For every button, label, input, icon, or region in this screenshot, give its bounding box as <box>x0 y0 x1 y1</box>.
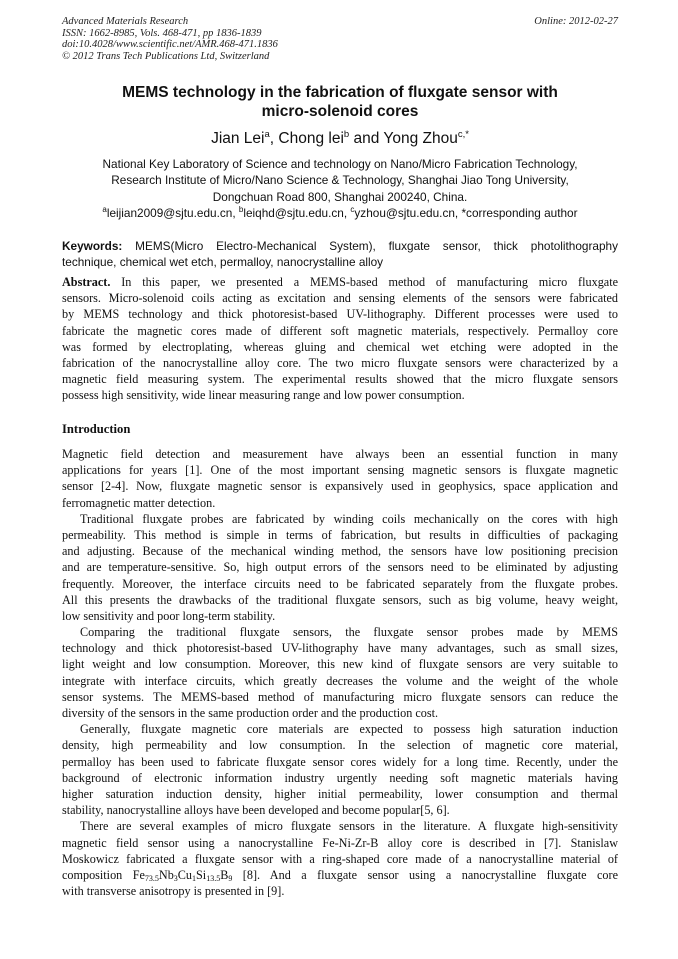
email-mark: a <box>102 205 107 214</box>
email-mark: b <box>238 205 244 214</box>
formula-element: Nb <box>158 867 174 882</box>
formula-suffix: [8]. And a fluxgate sensor using a nanocrystalline fluxgate core <box>232 867 618 882</box>
abstract-line: was formed by electroplating, whereas gluing and chemical wet etching were adopted in the <box>62 339 618 354</box>
paragraph-line: sensor systems. The MEMS-based method of manufacturing micro fluxgate sensors can reduce the <box>62 689 618 704</box>
formula-subscript: 9 <box>228 873 233 883</box>
paragraph-line: All this presents the drawbacks of the traditional fluxgate sensors, such as big volume, heavy weight, <box>62 592 618 607</box>
paragraph-line: density, high permeability and low consumption. In the selection of magnetic core material, <box>62 738 618 753</box>
journal-name: Advanced Materials Research <box>62 16 189 27</box>
formula-element: B <box>220 867 229 882</box>
abstract-line: fabrication of the nanocrystalline alloy core. The two micro fluxgate sensors were characterized by a <box>62 355 618 370</box>
paragraph-line: light weight and low consumption. Moreover, this new kind of fluxgate sensors are very suitable to <box>62 657 618 672</box>
author-2: Chong lei <box>278 130 344 147</box>
affiliation <box>62 156 618 205</box>
abstract-first-line: In this paper, we presented a MEMS-based method of manufacturing micro fluxgate <box>110 275 618 289</box>
paragraph-line: sensor [2-4]. Now, fluxgate magnetic sensor is expansively used in geophysics, space application and <box>62 479 618 494</box>
paragraph-line: ferromagnetic matter detection. <box>62 495 216 510</box>
copyright-line: © 2012 Trans Tech Publications Ltd, Switzerland <box>62 50 270 62</box>
email-a: leijian2009@sjtu.edu.cn, <box>106 206 239 220</box>
paragraph-line: diversity of the sensors in the same production order and the production cost. <box>62 706 439 720</box>
author-separator: , <box>269 130 279 147</box>
abstract <box>62 274 618 404</box>
title-line-1: MEMS technology in the fabrication of fluxgate sensor with <box>122 84 558 101</box>
paragraph-line: higher saturation induction density, higher initial permeability, lower consumption and thermal <box>62 786 618 801</box>
keywords-line-2: technique, chemical wet etch, permalloy, nanocrystalline alloy <box>62 255 384 270</box>
paragraph-line: low sensitivity and poor long-term stability. <box>62 608 276 623</box>
affiliation-line: Research Institute of Micro/Nano Science & Technology, Shanghai Jiao Tong University, <box>111 173 569 188</box>
formula-element: Si <box>196 867 207 882</box>
abstract-label: Abstract. <box>62 275 111 289</box>
paragraph-line: with transverse anisotropy is presented in [9]. <box>62 884 285 899</box>
email-c: yzhou@sjtu.edu.cn, *corresponding author <box>354 206 578 220</box>
abstract-line: fabricate the magnetic cores made of different soft magnetic materials, respectively. Permalloy core <box>62 323 618 338</box>
author-emails <box>62 205 618 221</box>
paragraph-line: Moskowicz fabricated a fluxgate sensor with a ring-shaped core made of a nanocrystalline material of <box>62 851 618 866</box>
paragraph-line: applications for years [1]. One of the most important sensing magnetic sensors is fluxgate magnetic <box>62 463 618 478</box>
keywords-line-1: MEMS(Micro Electro-Mechanical System), fluxgate sensor, thick photolithography <box>122 239 618 253</box>
email-mark: c <box>350 205 355 214</box>
abstract-line: magnetic field measuring system. The experimental results showed that the micro fluxgate sensors <box>62 372 618 387</box>
journal-header <box>62 16 618 62</box>
formula-element: Cu <box>177 867 193 882</box>
author-3-affil-mark: c,* <box>457 129 469 140</box>
author-2-affil-mark: b <box>343 129 350 140</box>
paragraph-line: Magnetic field detection and measurement have always been an essential function in many <box>62 447 618 461</box>
author-list <box>62 129 618 148</box>
formula-prefix: composition Fe <box>62 867 145 882</box>
keywords-label: Keywords: <box>62 239 123 253</box>
keywords-block <box>62 238 618 270</box>
section-heading-introduction: Introduction <box>62 422 131 436</box>
affiliation-line: National Key Laboratory of Science and technology on Nano/Micro Fabrication Technology, <box>102 157 578 171</box>
formula-subscript: 1 <box>192 873 197 883</box>
paper-title <box>62 83 618 121</box>
paragraph-line: and adjusting. Because of the mechanical winding method, the sensors have low positioning precision <box>62 544 618 559</box>
introduction-body <box>62 446 618 899</box>
paragraph-line: frequently. Moreover, the interface circuits need to be fabricated separately from the fluxgate probes. <box>62 576 618 591</box>
author-1: Jian Lei <box>211 130 265 147</box>
doi-line: doi:10.4028/www.scientific.net/AMR.468-471.1836 <box>62 39 278 51</box>
affiliation-line: Dongchuan Road 800, Shanghai 200240, China. <box>212 189 468 204</box>
paragraph-line: technology and thick photoresist-based UV-lithography have many advantages, such as small sizes, <box>62 641 618 656</box>
title-line-2: micro-solenoid cores <box>261 103 419 120</box>
paragraph-line: magnetic field sensor using a nanocrystalline Fe-Ni-Zr-B alloy core is described in [7]. Stanislaw <box>62 835 618 850</box>
author-1-affil-mark: a <box>264 129 270 140</box>
formula-subscript: 13.5 <box>206 873 221 883</box>
author-3: Yong Zhou <box>383 130 458 147</box>
paragraph-line: Traditional fluxgate probes are fabricated by winding coils mechanically on the cores with high <box>80 511 618 526</box>
paragraph-line: There are several examples of micro fluxgate sensors in the literature. A fluxgate high-sensitivity <box>80 819 618 834</box>
paragraph-line: integrate with interface circuits, which greatly decreases the volume and the weight of the whole <box>62 673 618 688</box>
abstract-line: by MEMS technology and thick photoresist-based UV-lithography. Different processes were used to <box>62 307 618 322</box>
paragraph-line: stability, nanocrystalline alloys have been developed and become popular[5, 6]. <box>62 803 450 818</box>
paragraph-line: permalloy has been used to fabricate fluxgate sensor cores widely for a long time. Recently, under the <box>62 754 618 769</box>
formula-subscript: 73.5 <box>144 873 159 883</box>
paragraph-line: and are temperature-sensitive. So, high output errors of the sensors need to be eliminated by adjusting <box>62 560 618 575</box>
online-date: Online: 2012-02-27 <box>534 16 618 27</box>
issn-line: ISSN: 1662-8985, Vols. 468-471, pp 1836-1839 <box>62 27 262 39</box>
author-separator: and <box>349 130 384 147</box>
paragraph-line: Generally, fluxgate magnetic core materials are expected to possess high saturation induction <box>80 722 618 737</box>
formula-subscript: 3 <box>173 873 178 883</box>
paragraph-line: permeability. This method is simple in terms of fabrication, but results in difficulties of packaging <box>62 527 618 542</box>
paragraph-line: background of electronic information industry urgently needing soft magnetic materials having <box>62 770 618 785</box>
formula-line <box>62 867 618 883</box>
abstract-line: possess high sensitivity, wide linear measuring range and low power consumption. <box>62 388 465 403</box>
email-b: leiqhd@sjtu.edu.cn, <box>243 206 351 220</box>
abstract-line: sensors. Micro-solenoid coils acting as excitation and sensing elements of the sensors were fabricated <box>62 291 618 306</box>
paragraph-line: Comparing the traditional fluxgate sensors, the fluxgate sensor probes made by MEMS <box>80 625 618 640</box>
